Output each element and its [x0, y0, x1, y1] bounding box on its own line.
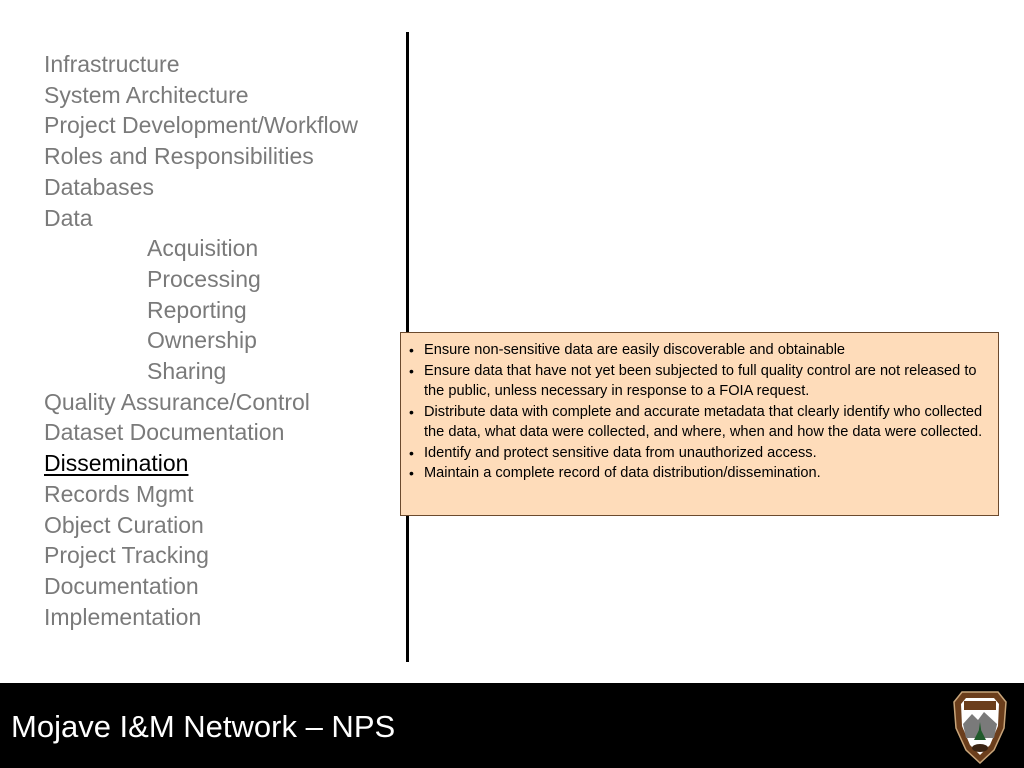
nav-item-system-architecture[interactable]: System Architecture	[44, 81, 249, 108]
topic-nav-list	[44, 49, 358, 632]
nav-item-documentation[interactable]: Documentation	[44, 572, 199, 599]
bullet-icon: •	[409, 362, 414, 379]
nav-item-object-curation[interactable]: Object Curation	[44, 511, 204, 538]
dissemination-info-box	[400, 332, 999, 516]
info-bullet-item	[409, 443, 988, 464]
nav-item-processing[interactable]: Processing	[147, 265, 261, 292]
bullet-icon: •	[409, 465, 414, 481]
nav-item-roles-and-responsibilities[interactable]: Roles and Responsibilities	[44, 143, 314, 170]
info-bullet-item	[409, 402, 988, 443]
info-bullet-text: Maintain a complete record of data distribution/dissemination.	[424, 465, 821, 481]
info-bullet-item	[409, 340, 988, 361]
nps-arrowhead-logo-icon	[950, 688, 1010, 764]
nav-item-acquisition[interactable]: Acquisition	[147, 235, 259, 262]
info-bullet-text: Ensure data that have not yet been subjected to full quality control are not released to the public, unless necessary in response to a FOIA request.	[424, 362, 977, 399]
info-bullet-list	[409, 340, 988, 484]
nav-item-reporting[interactable]: Reporting	[147, 296, 247, 323]
info-bullet-text: Distribute data with complete and accurate metadata that clearly identify who collected the data, what data were collected, and where, when and how the data were collected.	[424, 403, 983, 440]
footer-bar	[0, 683, 1024, 768]
nav-item-data[interactable]: Data	[44, 204, 93, 231]
nav-item-dissemination[interactable]: Dissemination	[44, 450, 189, 477]
nav-item-dataset-documentation[interactable]: Dataset Documentation	[44, 419, 285, 446]
info-bullet-item	[409, 361, 988, 402]
nav-item-quality-assurance-control[interactable]: Quality Assurance/Control	[44, 388, 310, 415]
nav-item-sharing[interactable]: Sharing	[147, 358, 227, 385]
bullet-icon: •	[409, 403, 414, 420]
nav-item-infrastructure[interactable]: Infrastructure	[44, 51, 180, 77]
nav-item-records-mgmt[interactable]: Records Mgmt	[44, 480, 194, 507]
bullet-icon: •	[409, 342, 414, 358]
nav-item-project-development-workflow[interactable]: Project Development/Workflow	[44, 112, 359, 139]
nav-item-implementation[interactable]: Implementation	[44, 603, 202, 630]
bullet-icon: •	[409, 444, 414, 461]
nav-item-ownership[interactable]: Ownership	[147, 327, 257, 354]
nav-item-project-tracking[interactable]: Project Tracking	[44, 542, 209, 569]
info-bullet-item	[409, 463, 988, 484]
info-bullet-text: Ensure non-sensitive data are easily discoverable and obtainable	[424, 342, 846, 358]
info-bullet-text: Identify and protect sensitive data from unauthorized access.	[424, 444, 817, 461]
nav-item-databases[interactable]: Databases	[44, 173, 154, 200]
footer-title: Mojave I&M Network – NPS	[11, 709, 396, 744]
